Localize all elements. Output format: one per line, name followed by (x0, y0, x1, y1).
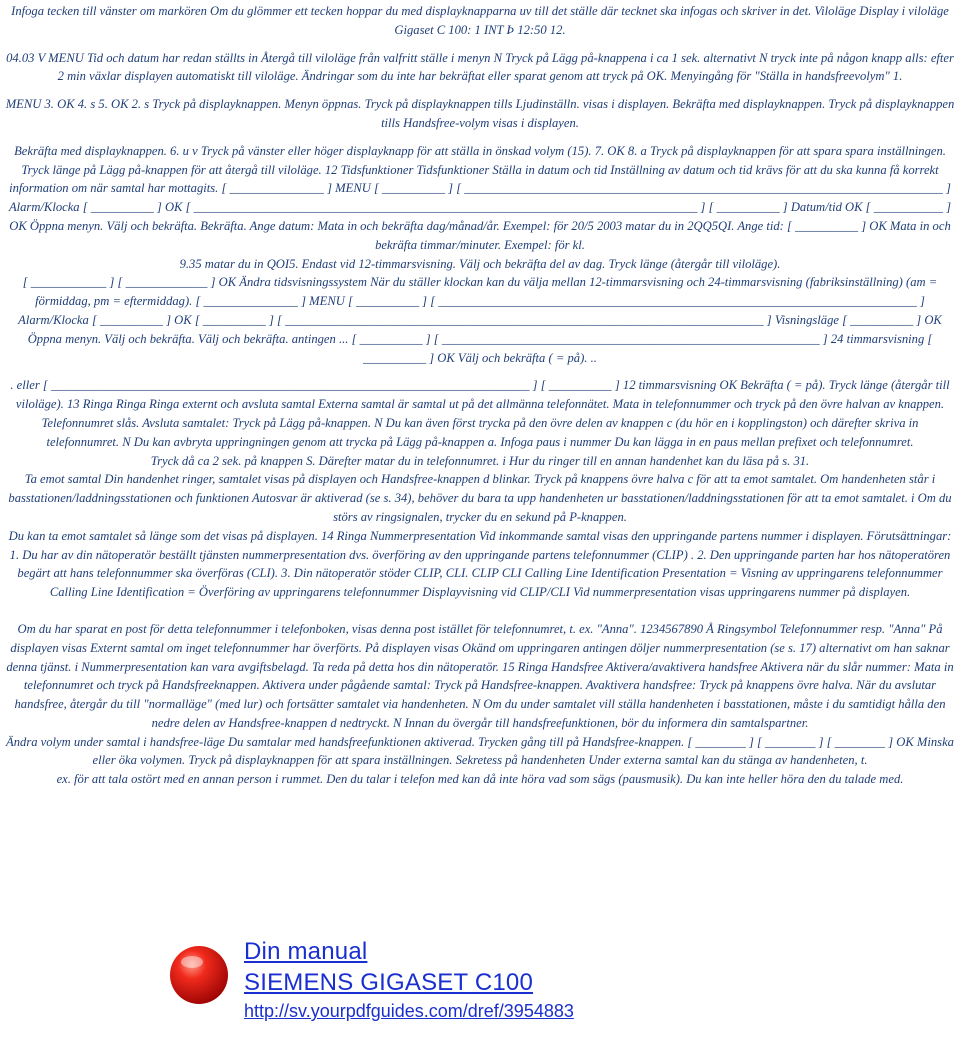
paragraph: Tryck då ca 2 sek. på knappen S. Därefter matar du in telefonnumret. i Hur du ringer till en annan handenhet kan du läsa på s. 31. (150, 453, 810, 468)
paragraph: Ta emot samtal Din handenhet ringer, samtalet visas på displayen och Handsfree-knappen d blinkar. Tryck på knappens övre halva c för att ta emot samtalet. Om handenheten står i basstationen/laddningsstationen och funktionen Autosvar är aktiverad (se s. 34), behöver du bara ta upp handenheten ur basstationen/laddningsstationen för att ta emot samtalet. i Om du störs av ringsignalen, trycker du en sekund på P-knappen. (8, 472, 952, 524)
url-link[interactable]: http://sv.yourpdfguides.com/dref/3954883 (244, 1001, 574, 1021)
paragraph: Bekräfta med displayknappen. 6. u v Tryck på vänster eller höger displayknapp för att ställa in önskad volym (15). 7. OK 8. a Tryck på displayknappen för att spara spara inställningen. Tryck länge på Lägg på-knappen för att återgå till viloläge. 12 Tidsfunktioner Tidsfunktioner Ställa in datum och tid Inställning av datum och tid krävs för att du ska kunna få korrekt information om när samtal har mottagits. [ _______________ ] MENU [ __________ ] [ ____________________________________________________________________________ ] Alarm/Klocka [ __________ ] OK [ ________________________________________________________________________________ ] [ __________ ] Datum/tid OK [ ___________ ] OK Öppna menyn. Välj och bekräfta. Bekräfta. Ange datum: Mata in och bekräfta dag/månad/år. Exempel: för 20/5 2003 matar du in 2QQ5QI. Ange tid: [ __________ ] OK Mata in och bekräfta timmar/minuter. Exempel: för kl. (8, 143, 952, 252)
paragraph: . eller [ ____________________________________________________________________________ ] [ __________ ] 12 timmarsvisning OK Bekräfta ( = på). Tryck länge (återgår till viloläge). 13 Ringa Ringa Ringa externt och avsluta samtal Externa samtal är samtal ut på det allmänna telefonnätet. Mata in telefonnummer och tryck på den övre halvan av knappen. Telefonnumret slås. Avsluta samtalet: Tryck på Lägg på-knappen. N Du kan även först trycka på den övre delen av knappen c (du hör en i kopplingston) och därefter skriva in telefonnumret. N Du kan avbryta uppringningen genom att trycka på Lägg på-knappen a. Infoga paus i nummer Du kan lägga in en paus mellan prefixet och telefonnumret. (10, 378, 950, 449)
manual-link[interactable]: Din manual (244, 938, 368, 965)
red-orb-logo-icon (168, 944, 230, 1006)
paragraph: Om du har sparat en post för detta telefonnummer i telefonboken, visas denna post istället för telefonnumret, t. ex. "Anna". 1234567890 Å Ringsymbol Telefonnummer resp. "Anna" På displayen visas Externt samtal om inget telefonnummer har överförts. På displayen visas Okänd om uppringaren antingen döljer nummerpresentation (se s. 17) alternativt om han saknar denna tjänst. i Nummerpresentation kan vara avgiftsbelagd. Ta reda på detta hos din nätoperatör. 15 Ringa Handsfree Aktivera/avaktivera handsfree Aktivera när du slår nummer: Mata in telefonnumret och tryck på Handsfreeknappen. Aktivera under pågående samtal: Tryck på Handsfree-knappen. Avaktivera handsfree: Tryck på knappens övre halva. När du avslutar handsfree, återgår du till "normalläge" (med lur) och fortsätter samtalet via handenheten. N Om du under samtalet vill ställa handenheten i basstationen, måste i du samtidigt hålla den nedre delen av Handsfree-knappen d nedtryckt. N Innan du övergår till handsfreefunktionen, bör du informera din samtalspartner. (6, 621, 954, 730)
paragraph: Ändra volym under samtal i handsfree-läge Du samtalar med handsfreefunktionen aktiverad. Trycken gång till på Handsfree-knappen. [ ________ ] [ ________ ] [ ________ ] OK Minska eller öka volymen. Tryck på displayknappen för att spara inställningen. Sekretess på handenheten Under externa samtal kan du stänga av handenheten, t. (6, 734, 954, 768)
paragraph: Du kan ta emot samtalet så länge som det visas på displayen. 14 Ringa Nummerpresentation Vid inkommande samtal visas den uppringande partens nummer i displayen. Förutsättningar: 1. Du har av din nätoperatör beställt tjänsten nummerpresentation dvs. överföring av den uppringande partens telefonnummer (CLIP) . 2. Den uppringande parten har hos nätoperatören begärt att hans telefonnummer ska överföras (CLI). 3. Din nätoperatör stöder CLIP, CLI. CLIP CLI Calling Line Identification Presentation = Visning av uppringarens telefonnummer Calling Line Identification = Överföring av uppringarens telefonnummer Displayvisning vid CLIP/CLI Vid nummerpresentation visas uppringarens nummer på displayen. (8, 528, 952, 600)
paragraph: [ ____________ ] [ _____________ ] OK Ändra tidsvisningssystem När du ställer klockan kan du välja mellan 12-timmarsvisning och 24-timmarsvisning (fabriksinställning) (am = förmiddag, pm = eftermiddag). [ _______________ ] MENU [ __________ ] [ ____________________________________________________________________________ ] Alarm/Klocka [ __________ ] OK [ __________ ] [ ____________________________________________________________________________ ] Visningsläge [ __________ ] OK Öppna menyn. Välj och bekräfta. Välj och bekräfta. antingen ... [ __________ ] [ ____________________________________________________________ ] 24 timmarsvisning [ __________ ] OK Välj och bekräfta ( = på). .. (18, 275, 942, 365)
paragraph: Infoga tecken till vänster om markören Om du glömmer ett tecken hoppar du med displayknapparna uv till det ställe där tecknet ska infogas och skriver in det. Viloläge Display i viloläge Gigaset C 100: 1 INT Þ 12:50 12. (11, 4, 949, 37)
manual-footer (168, 936, 868, 1028)
paragraph: MENU 3. OK 4. s 5. OK 2. s Tryck på displayknappen. Menyn öppnas. Tryck på displayknappen tills Ljudinställn. visas i displayen. Bekräfta med displayknappen. Tryck på displayknappen tills Handsfree-volym visas i displayen. (5, 97, 955, 130)
paragraph: ex. för att tala ostört med en annan person i rummet. Den du talar i telefon med kan då inte höra vad som sägs (pausmusik). Du kan inte heller höra den du talade med. (56, 772, 904, 787)
product-link[interactable]: SIEMENS GIGASET C100 (244, 969, 533, 996)
footer-links (244, 936, 574, 1024)
paragraph: 9.35 matar du in QOI5. Endast vid 12-timmarsvisning. Välj och bekräfta del av dag. Tryck länge (återgår till viloläge). (179, 256, 781, 271)
paragraph: 04.03 V MENU Tid och datum har redan ställts in Återgå till viloläge från valfritt ställe i menyn N Tryck på Lägg på-knappena i ca 1 sek. alternativt N tryck inte på någon knapp alls: efter 2 min växlar displayen automatiskt till viloläge. Ändringar som du inte har bekräftat eller sparat genom att tryck på OK. Menyingång för "Ställa in handsfreevolym" 1. (6, 50, 954, 84)
